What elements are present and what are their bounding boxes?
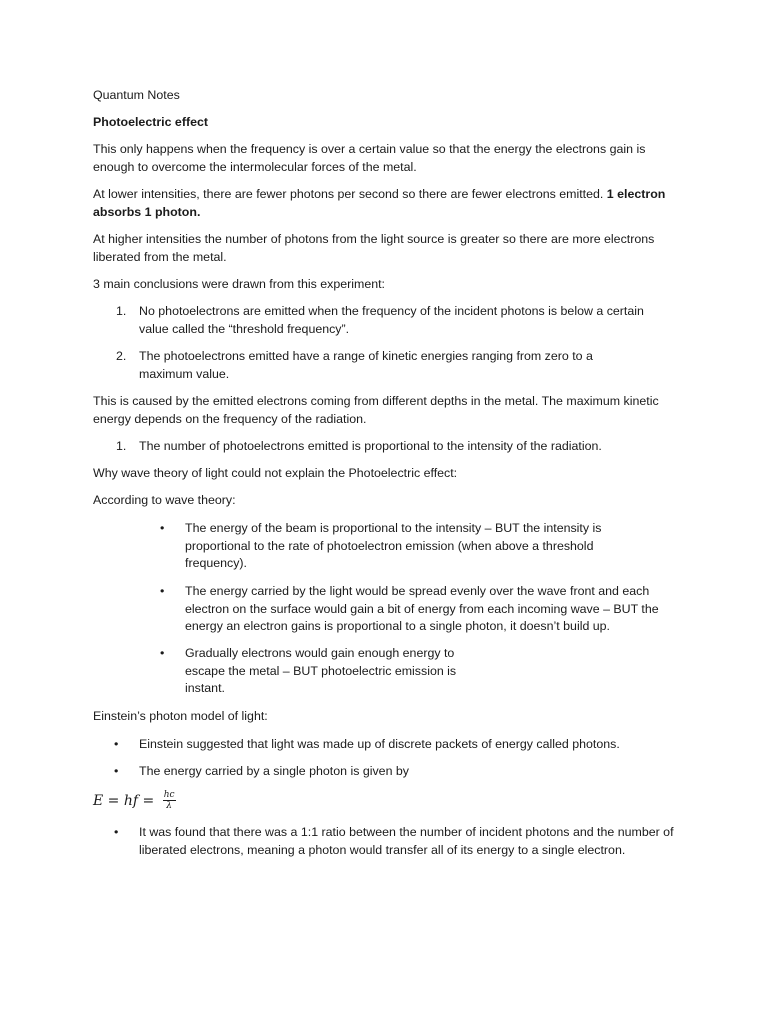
list-item-conclusion-1 xyxy=(116,303,646,338)
paragraph-according-wave-theory: According to wave theory: xyxy=(93,493,236,507)
list-item-einstein-2 xyxy=(114,763,674,781)
bullet-icon: • xyxy=(160,584,165,598)
list-item-conclusion-2 xyxy=(116,348,646,383)
paragraph-wave-theory-question: Why wave theory of light could not explain the Photoelectric effect: xyxy=(93,466,458,480)
list-item-text: The energy of the beam is proportional to the intensity – BUT the intensity is proportional to the rate of photoelectron emission (when above a threshold frequency). xyxy=(185,521,602,570)
list-item-text: Gradually electrons would gain enough energy to escape the metal – BUT photoelectric emission is instant. xyxy=(185,646,457,695)
bullet-icon: • xyxy=(160,521,165,535)
section-heading: Photoelectric effect xyxy=(93,115,208,129)
paragraph-threshold: This only happens when the frequency is over a certain value so that the energy the electrons gain is enough to overcome the intermolecular forces of the metal. xyxy=(93,142,646,174)
list-item-wave-1 xyxy=(160,520,640,573)
list-item-text: The energy carried by the light would be spread evenly over the wave front and each electron on the surface would gain a bit of energy from each incoming wave – BUT the energy an electron gains is proportional to a single photon, it doesn’t build up. xyxy=(185,584,659,633)
list-item-wave-3 xyxy=(160,645,480,698)
equation-denominator: λ xyxy=(166,801,172,811)
list-item-einstein-3 xyxy=(114,824,674,859)
bullet-icon: • xyxy=(114,825,119,839)
list-item-text: Einstein suggested that light was made up of discrete packets of energy called photons. xyxy=(139,737,620,751)
list-item-text: The energy carried by a single photon is given by xyxy=(139,764,409,778)
paragraph-lower-intensities-bold: 1 electron absorbs 1 photon. xyxy=(93,187,666,219)
list-number: 2. xyxy=(116,349,127,363)
equation-numerator: hc xyxy=(163,790,175,800)
equation-lhs: E = hf = xyxy=(93,792,159,809)
list-item-text: The number of photoelectrons emitted is proportional to the intensity of the radiation. xyxy=(139,439,602,453)
equation-fraction xyxy=(163,790,176,811)
list-item-wave-2 xyxy=(160,583,682,636)
list-number: 1. xyxy=(116,304,127,318)
paragraph-lower-intensities-text: At lower intensities, there are fewer photons per second so there are fewer electrons emitted. xyxy=(93,187,607,201)
list-item-text: No photoelectrons are emitted when the frequency of the incident photons is below a certain value called the “threshold frequency”. xyxy=(139,304,644,336)
document-title: Quantum Notes xyxy=(93,88,180,102)
list-item-text: It was found that there was a 1:1 ratio between the number of incident photons and the number of liberated electrons, meaning a photon would transfer all of its energy to a single electron. xyxy=(139,825,674,857)
paragraph-higher-intensities: At higher intensities the number of photons from the light source is greater so there are more electrons liberated from the metal. xyxy=(93,232,655,264)
bullet-icon: • xyxy=(160,646,165,660)
bullet-icon: • xyxy=(114,737,119,751)
list-item-einstein-1 xyxy=(114,736,674,754)
paragraph-conclusions-intro: 3 main conclusions were drawn from this experiment: xyxy=(93,277,385,291)
photon-energy-equation xyxy=(93,790,176,811)
paragraph-emitted-depths: This is caused by the emitted electrons coming from different depths in the metal. The maximum kinetic energy depends on the frequency of the radiation. xyxy=(93,394,659,426)
paragraph-lower-intensities xyxy=(93,186,683,221)
list-number: 1. xyxy=(116,439,127,453)
paragraph-einstein-model: Einstein’s photon model of light: xyxy=(93,709,268,723)
list-item-text: The photoelectrons emitted have a range of kinetic energies ranging from zero to a maximum value. xyxy=(139,349,593,381)
list-item-conclusion-3 xyxy=(116,438,676,456)
bullet-icon: • xyxy=(114,764,119,778)
